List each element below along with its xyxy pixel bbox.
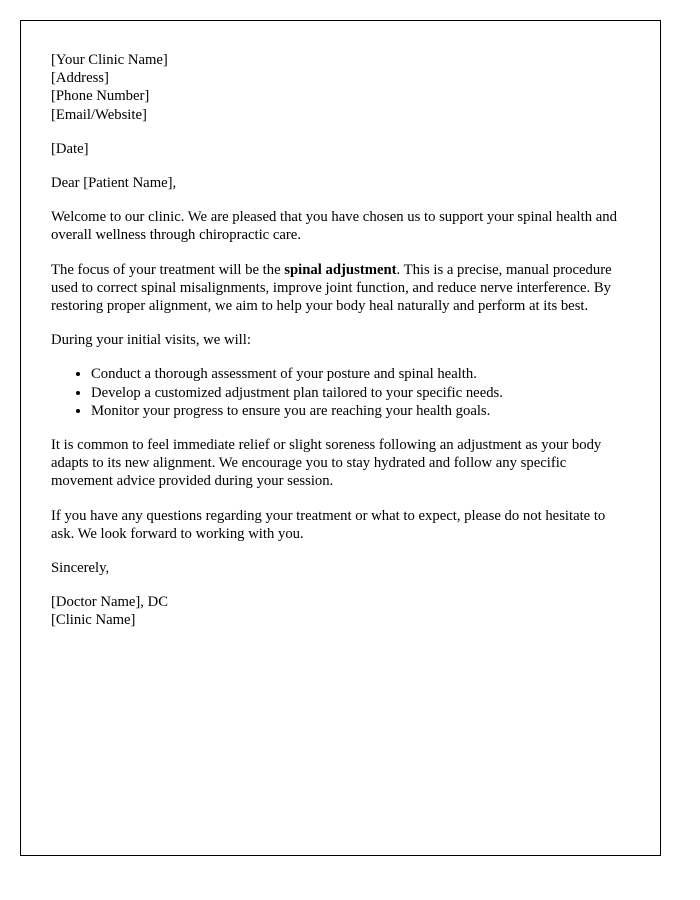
paragraph-welcome: Welcome to our clinic. We are pleased that you have chosen us to support your spinal health and overall wellness through chiropractic care. bbox=[51, 209, 617, 244]
paragraph-questions: If you have any questions regarding your treatment or what to expect, please do not hesitate to ask. We look forward to working with you. bbox=[51, 507, 606, 542]
closing: Sincerely, bbox=[51, 560, 110, 577]
date-placeholder: [Date] bbox=[51, 140, 89, 157]
list-item: • Develop a customized adjustment plan tailored to your specific needs. bbox=[91, 384, 630, 402]
list-item: • Monitor your progress to ensure you are reaching your health goals. bbox=[91, 402, 630, 420]
paragraph-initial-visits-intro: During your initial visits, we will: bbox=[51, 332, 251, 349]
treatment-focus-text-after: . This is a precise, manual procedure used to correct spinal misalignments, improve joint function, and reduce nerve interference. By restoring proper alignment, we aim to help your body heal naturally and perform at its best. bbox=[51, 261, 612, 315]
treatment-focus-bold-phrase: spinal adjustment bbox=[284, 261, 397, 278]
doctor-name-placeholder: [Doctor Name], DC bbox=[51, 594, 169, 611]
letter-page bbox=[20, 20, 661, 856]
paragraph-aftercare: It is common to feel immediate relief or slight soreness following an adjustment as your body adapts to its new alignment. We encourage you to stay hydrated and follow any specific movement advice provided during your session. bbox=[51, 437, 602, 490]
address-placeholder: [Address] bbox=[51, 70, 109, 87]
signature-block bbox=[51, 593, 630, 629]
treatment-focus-text-before: The focus of your treatment will be the bbox=[51, 261, 285, 278]
clinic-name-placeholder: [Your Clinic Name] bbox=[51, 52, 168, 68]
initial-visits-list bbox=[51, 365, 630, 420]
paragraph-treatment-focus bbox=[51, 261, 630, 316]
salutation: Dear [Patient Name], bbox=[51, 175, 177, 192]
phone-placeholder: [Phone Number] bbox=[51, 88, 150, 105]
list-item: • Conduct a thorough assessment of your posture and spinal health. bbox=[91, 365, 630, 383]
clinic-name-signature-placeholder: [Clinic Name] bbox=[51, 612, 136, 629]
clinic-header-block bbox=[51, 51, 630, 124]
email-website-placeholder: [Email/Website] bbox=[51, 106, 147, 123]
